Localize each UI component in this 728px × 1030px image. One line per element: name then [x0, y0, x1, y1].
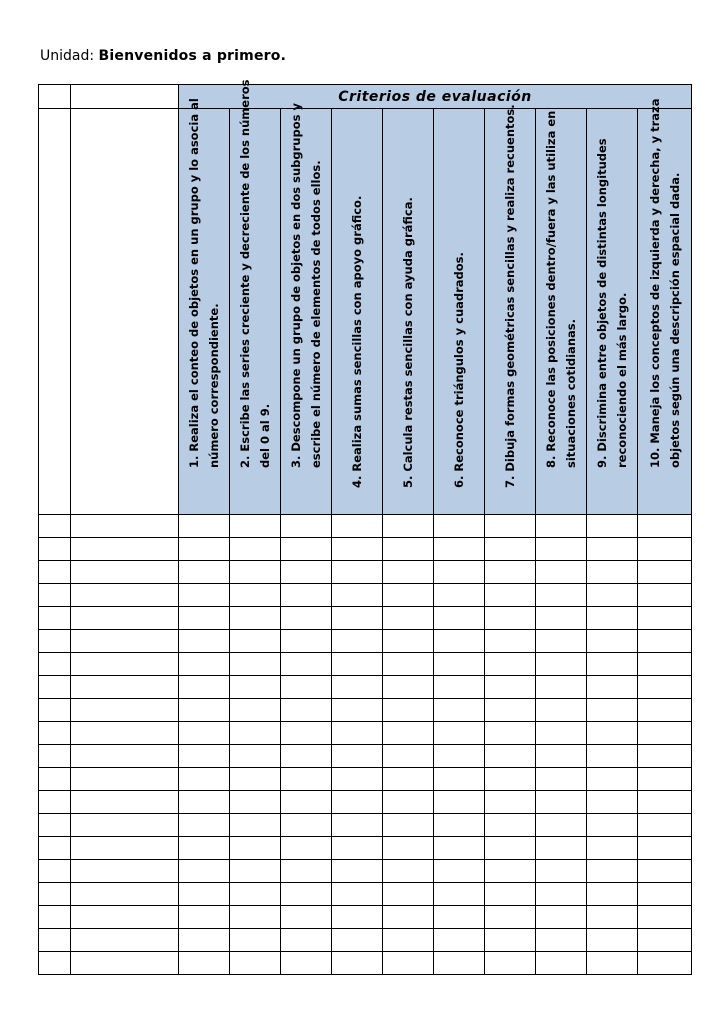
- table-cell[interactable]: [587, 584, 638, 607]
- table-cell[interactable]: [536, 653, 587, 676]
- table-cell[interactable]: [383, 676, 434, 699]
- table-cell[interactable]: [485, 630, 536, 653]
- table-cell[interactable]: [536, 768, 587, 791]
- table-cell[interactable]: [39, 607, 71, 630]
- table-cell[interactable]: [179, 630, 230, 653]
- table-cell[interactable]: [434, 768, 485, 791]
- table-cell[interactable]: [638, 607, 692, 630]
- table-cell[interactable]: [434, 837, 485, 860]
- table-cell[interactable]: [587, 561, 638, 584]
- table-cell[interactable]: [281, 699, 332, 722]
- table-cell[interactable]: [230, 607, 281, 630]
- criteria-title: Criterios de evaluación: [179, 85, 692, 109]
- table-cell[interactable]: [638, 791, 692, 814]
- table-cell[interactable]: [485, 883, 536, 906]
- table-cell[interactable]: [383, 768, 434, 791]
- table-cell[interactable]: [587, 837, 638, 860]
- table-cell[interactable]: [587, 814, 638, 837]
- table-cell[interactable]: [332, 607, 383, 630]
- criterion-10: 10. Maneja los conceptos de izquierda y derecha, y traza objetos según una descripción espacial dada.: [647, 98, 682, 468]
- criterion-5-cell: [383, 109, 434, 515]
- table-cell[interactable]: [179, 883, 230, 906]
- table-cell[interactable]: [179, 584, 230, 607]
- table-cell[interactable]: [434, 561, 485, 584]
- table-cell[interactable]: [71, 515, 179, 538]
- table-cell[interactable]: [179, 722, 230, 745]
- table-cell[interactable]: [39, 653, 71, 676]
- table-cell[interactable]: [536, 515, 587, 538]
- table-cell[interactable]: [39, 722, 71, 745]
- table-cell[interactable]: [536, 791, 587, 814]
- table-cell[interactable]: [281, 883, 332, 906]
- table-cell[interactable]: [638, 699, 692, 722]
- table-row: [39, 607, 692, 630]
- table-cell[interactable]: [71, 837, 179, 860]
- table-cell[interactable]: [587, 630, 638, 653]
- table-cell[interactable]: [485, 952, 536, 975]
- table-cell[interactable]: [71, 607, 179, 630]
- table-cell[interactable]: [39, 952, 71, 975]
- table-cell[interactable]: [638, 515, 692, 538]
- table-cell[interactable]: [587, 653, 638, 676]
- table-cell[interactable]: [485, 814, 536, 837]
- table-cell[interactable]: [383, 906, 434, 929]
- criterion-9: 9. Discrimina entre objetos de distintas longitudes reconociendo el más largo.: [595, 138, 629, 468]
- table-cell[interactable]: [485, 676, 536, 699]
- table-cell[interactable]: [39, 515, 71, 538]
- table-row: [39, 584, 692, 607]
- table-cell[interactable]: [332, 515, 383, 538]
- table-cell[interactable]: [230, 630, 281, 653]
- table-cell[interactable]: [39, 860, 71, 883]
- table-cell[interactable]: [485, 653, 536, 676]
- table-cell[interactable]: [281, 584, 332, 607]
- table-cell[interactable]: [485, 745, 536, 768]
- table-cell[interactable]: [179, 515, 230, 538]
- table-cell[interactable]: [587, 745, 638, 768]
- criterion-2: 2. Escribe las series creciente y decreciente de los números del 0 al 9.: [238, 79, 272, 468]
- table-cell[interactable]: [383, 607, 434, 630]
- table-cell[interactable]: [587, 676, 638, 699]
- criterion-7: 7. Dibuja formas geométricas sencillas y realiza recuentos.: [503, 104, 517, 488]
- table-row: [39, 745, 692, 768]
- table-cell[interactable]: [281, 929, 332, 952]
- table-cell[interactable]: [230, 860, 281, 883]
- table-cell[interactable]: [71, 814, 179, 837]
- table-cell[interactable]: [230, 699, 281, 722]
- table-cell[interactable]: [638, 745, 692, 768]
- table-cell[interactable]: [638, 860, 692, 883]
- table-cell[interactable]: [485, 607, 536, 630]
- table-cell[interactable]: [179, 860, 230, 883]
- table-cell[interactable]: [485, 768, 536, 791]
- table-cell[interactable]: [179, 561, 230, 584]
- table-cell[interactable]: [230, 653, 281, 676]
- table-cell[interactable]: [230, 814, 281, 837]
- table-cell[interactable]: [587, 791, 638, 814]
- table-cell[interactable]: [638, 538, 692, 561]
- table-cell[interactable]: [638, 952, 692, 975]
- table-cell[interactable]: [638, 630, 692, 653]
- table-cell[interactable]: [230, 768, 281, 791]
- table-cell[interactable]: [587, 906, 638, 929]
- table-cell[interactable]: [536, 860, 587, 883]
- table-row: [39, 630, 692, 653]
- table-cell[interactable]: [179, 745, 230, 768]
- table-cell[interactable]: [638, 676, 692, 699]
- table-cell[interactable]: [485, 860, 536, 883]
- criterion-10-cell: [638, 98, 692, 515]
- criterion-7-cell: [485, 104, 536, 515]
- table-cell[interactable]: [332, 814, 383, 837]
- table-cell[interactable]: [281, 676, 332, 699]
- evaluation-table: [38, 79, 692, 975]
- table-cell[interactable]: [230, 791, 281, 814]
- table-cell[interactable]: [281, 722, 332, 745]
- criterion-4: 4. Realiza sumas sencillas con apoyo gráfico.: [350, 195, 364, 488]
- table-cell[interactable]: [383, 791, 434, 814]
- table-cell[interactable]: [638, 906, 692, 929]
- table-cell[interactable]: [383, 630, 434, 653]
- table-row: [39, 722, 692, 745]
- table-cell[interactable]: [536, 837, 587, 860]
- table-cell[interactable]: [434, 906, 485, 929]
- table-cell[interactable]: [383, 538, 434, 561]
- table-cell[interactable]: [434, 699, 485, 722]
- criterion-2-cell: [230, 79, 281, 515]
- table-cell[interactable]: [281, 561, 332, 584]
- table-cell[interactable]: [39, 699, 71, 722]
- table-cell[interactable]: [71, 952, 179, 975]
- table-cell[interactable]: [281, 860, 332, 883]
- table-cell[interactable]: [179, 538, 230, 561]
- table-cell[interactable]: [230, 538, 281, 561]
- table-cell[interactable]: [332, 745, 383, 768]
- table-cell[interactable]: [383, 929, 434, 952]
- table-cell[interactable]: [39, 676, 71, 699]
- table-cell[interactable]: [281, 791, 332, 814]
- table-cell[interactable]: [434, 745, 485, 768]
- table-row: [39, 929, 692, 952]
- table-cell[interactable]: [536, 538, 587, 561]
- table-cell[interactable]: [536, 630, 587, 653]
- table-cell[interactable]: [383, 860, 434, 883]
- table-cell[interactable]: [39, 584, 71, 607]
- table-cell[interactable]: [536, 722, 587, 745]
- table-cell[interactable]: [536, 561, 587, 584]
- table-cell[interactable]: [71, 883, 179, 906]
- table-row: [39, 538, 692, 561]
- table-cell[interactable]: [39, 745, 71, 768]
- table-cell[interactable]: [536, 745, 587, 768]
- table-cell[interactable]: [281, 745, 332, 768]
- unit-label: Unidad:: [40, 48, 95, 64]
- table-cell[interactable]: [332, 791, 383, 814]
- table-cell[interactable]: [536, 952, 587, 975]
- table-cell[interactable]: [332, 653, 383, 676]
- criterion-6-cell: [434, 109, 485, 515]
- table-cell[interactable]: [332, 860, 383, 883]
- table-cell[interactable]: [587, 515, 638, 538]
- table-cell[interactable]: [39, 837, 71, 860]
- table-cell[interactable]: [332, 699, 383, 722]
- table-cell[interactable]: [230, 837, 281, 860]
- table-cell[interactable]: [71, 745, 179, 768]
- table-cell[interactable]: [332, 538, 383, 561]
- table-cell[interactable]: [281, 538, 332, 561]
- table-row: [39, 653, 692, 676]
- table-row: [39, 952, 692, 975]
- table-cell[interactable]: [434, 538, 485, 561]
- table-cell[interactable]: [71, 561, 179, 584]
- table-cell[interactable]: [536, 883, 587, 906]
- table-cell[interactable]: [230, 883, 281, 906]
- table-cell[interactable]: [71, 791, 179, 814]
- table-cell[interactable]: [332, 722, 383, 745]
- table-cell[interactable]: [383, 837, 434, 860]
- table-cell[interactable]: [71, 584, 179, 607]
- table-cell[interactable]: [179, 906, 230, 929]
- table-cell[interactable]: [638, 653, 692, 676]
- table-cell[interactable]: [230, 515, 281, 538]
- table-cell[interactable]: [434, 929, 485, 952]
- table-cell[interactable]: [434, 584, 485, 607]
- table-cell[interactable]: [281, 607, 332, 630]
- table-cell: [71, 85, 179, 109]
- table-cell[interactable]: [383, 653, 434, 676]
- table-cell[interactable]: [536, 607, 587, 630]
- table-cell[interactable]: [230, 561, 281, 584]
- table-cell[interactable]: [434, 653, 485, 676]
- table-cell[interactable]: [230, 929, 281, 952]
- table-cell[interactable]: [39, 791, 71, 814]
- table-cell[interactable]: [71, 929, 179, 952]
- table-cell[interactable]: [179, 768, 230, 791]
- table-cell[interactable]: [179, 837, 230, 860]
- table-cell[interactable]: [179, 653, 230, 676]
- unit-line: [40, 48, 286, 64]
- table-cell[interactable]: [434, 883, 485, 906]
- table-row: [39, 906, 692, 929]
- table-cell[interactable]: [179, 929, 230, 952]
- table-cell[interactable]: [536, 906, 587, 929]
- table-row: [39, 768, 692, 791]
- table-cell[interactable]: [230, 906, 281, 929]
- table-cell[interactable]: [179, 676, 230, 699]
- table-cell[interactable]: [39, 538, 71, 561]
- table-cell: [71, 109, 179, 515]
- table-row: [39, 676, 692, 699]
- table-cell[interactable]: [638, 814, 692, 837]
- table-row: [39, 860, 692, 883]
- table-cell[interactable]: [281, 952, 332, 975]
- table-cell[interactable]: [281, 630, 332, 653]
- table-cell[interactable]: [383, 515, 434, 538]
- table-cell[interactable]: [281, 515, 332, 538]
- table-cell[interactable]: [383, 561, 434, 584]
- table-cell[interactable]: [332, 768, 383, 791]
- table-cell[interactable]: [281, 653, 332, 676]
- table-cell[interactable]: [638, 722, 692, 745]
- table-cell: [39, 109, 71, 515]
- table-cell[interactable]: [39, 929, 71, 952]
- table-cell[interactable]: [485, 561, 536, 584]
- table-cell[interactable]: [71, 860, 179, 883]
- table-cell[interactable]: [485, 538, 536, 561]
- table-cell[interactable]: [536, 929, 587, 952]
- criterion-5: 5. Calcula restas sencillas con ayuda gráfica.: [401, 197, 415, 488]
- table-cell[interactable]: [281, 814, 332, 837]
- table-cell[interactable]: [587, 952, 638, 975]
- table-cell[interactable]: [434, 722, 485, 745]
- table-cell[interactable]: [587, 768, 638, 791]
- table-cell[interactable]: [39, 561, 71, 584]
- table-cell[interactable]: [230, 952, 281, 975]
- table-cell[interactable]: [485, 906, 536, 929]
- table-cell[interactable]: [332, 906, 383, 929]
- table-cell[interactable]: [39, 630, 71, 653]
- table-cell[interactable]: [71, 906, 179, 929]
- criterion-6: 6. Reconoce triángulos y cuadrados.: [452, 252, 466, 488]
- table-cell[interactable]: [71, 768, 179, 791]
- table-cell[interactable]: [383, 883, 434, 906]
- table-cell[interactable]: [434, 791, 485, 814]
- table-cell[interactable]: [332, 630, 383, 653]
- table-cell[interactable]: [383, 814, 434, 837]
- table-cell[interactable]: [587, 929, 638, 952]
- table-cell[interactable]: [638, 837, 692, 860]
- table-cell[interactable]: [71, 722, 179, 745]
- criterion-1: 1. Realiza el conteo de objetos en un grupo y lo asocia al número correspondiente.: [187, 98, 221, 468]
- table-cell[interactable]: [536, 676, 587, 699]
- table-cell[interactable]: [383, 952, 434, 975]
- table-row: [39, 791, 692, 814]
- table-cell[interactable]: [179, 791, 230, 814]
- table-cell[interactable]: [434, 630, 485, 653]
- table-cell[interactable]: [587, 883, 638, 906]
- table-cell[interactable]: [485, 515, 536, 538]
- table-row: [39, 837, 692, 860]
- table-cell[interactable]: [39, 814, 71, 837]
- table-cell[interactable]: [332, 676, 383, 699]
- table-cell[interactable]: [638, 929, 692, 952]
- criterion-9-cell: [587, 109, 638, 515]
- table-cell[interactable]: [383, 584, 434, 607]
- table-row: [39, 814, 692, 837]
- table-cell[interactable]: [587, 538, 638, 561]
- table-cell[interactable]: [434, 607, 485, 630]
- table-cell[interactable]: [485, 929, 536, 952]
- table-cell[interactable]: [638, 584, 692, 607]
- table-cell[interactable]: [485, 722, 536, 745]
- table-cell[interactable]: [587, 860, 638, 883]
- table-cell[interactable]: [281, 906, 332, 929]
- table-cell[interactable]: [71, 630, 179, 653]
- table-cell[interactable]: [179, 607, 230, 630]
- table-cell[interactable]: [434, 676, 485, 699]
- table-cell[interactable]: [332, 837, 383, 860]
- table-cell[interactable]: [179, 814, 230, 837]
- table-cell[interactable]: [39, 883, 71, 906]
- table-cell[interactable]: [332, 952, 383, 975]
- table-cell[interactable]: [638, 768, 692, 791]
- criterion-8: 8. Reconoce las posiciones dentro/fuera y las utiliza en situaciones cotidianas.: [544, 110, 578, 468]
- student-rows: [39, 515, 692, 975]
- table-cell[interactable]: [485, 699, 536, 722]
- table-row: [39, 699, 692, 722]
- table-cell[interactable]: [638, 561, 692, 584]
- table-cell[interactable]: [383, 699, 434, 722]
- table-cell[interactable]: [434, 515, 485, 538]
- unit-value: Bienvenidos a primero.: [98, 48, 287, 64]
- table-cell[interactable]: [536, 584, 587, 607]
- criterion-4-cell: [332, 109, 383, 515]
- table-cell[interactable]: [638, 883, 692, 906]
- table-cell[interactable]: [230, 676, 281, 699]
- table-cell[interactable]: [536, 699, 587, 722]
- table-cell: [39, 85, 71, 109]
- table-cell[interactable]: [71, 538, 179, 561]
- criteria-row: [39, 109, 692, 515]
- table-cell[interactable]: [230, 722, 281, 745]
- table-cell[interactable]: [383, 722, 434, 745]
- table-cell[interactable]: [179, 952, 230, 975]
- table-cell[interactable]: [587, 722, 638, 745]
- table-cell[interactable]: [434, 814, 485, 837]
- table-cell[interactable]: [332, 584, 383, 607]
- table-cell[interactable]: [434, 860, 485, 883]
- table-cell[interactable]: [587, 607, 638, 630]
- table-cell[interactable]: [230, 745, 281, 768]
- table-row: [39, 561, 692, 584]
- table-cell[interactable]: [587, 699, 638, 722]
- criterion-1-cell: [179, 98, 230, 515]
- table-cell[interactable]: [230, 584, 281, 607]
- table-cell[interactable]: [332, 561, 383, 584]
- table-cell[interactable]: [281, 768, 332, 791]
- table-cell[interactable]: [434, 952, 485, 975]
- table-cell[interactable]: [485, 584, 536, 607]
- table-cell[interactable]: [71, 676, 179, 699]
- table-cell[interactable]: [485, 791, 536, 814]
- table-cell[interactable]: [536, 814, 587, 837]
- table-cell[interactable]: [332, 929, 383, 952]
- table-cell[interactable]: [485, 837, 536, 860]
- table-cell[interactable]: [281, 837, 332, 860]
- table-cell[interactable]: [39, 906, 71, 929]
- table-cell[interactable]: [332, 883, 383, 906]
- criterion-8-cell: [536, 109, 587, 515]
- table-cell[interactable]: [39, 768, 71, 791]
- table-cell[interactable]: [179, 699, 230, 722]
- table-row: [39, 883, 692, 906]
- table-cell[interactable]: [71, 699, 179, 722]
- table-cell[interactable]: [71, 653, 179, 676]
- table-row: [39, 515, 692, 538]
- table-cell[interactable]: [383, 745, 434, 768]
- criterion-3: 3. Descompone un grupo de objetos en dos subgrupos y escribe el número de elementos de todos ellos.: [289, 103, 323, 468]
- criterion-3-cell: [281, 103, 332, 515]
